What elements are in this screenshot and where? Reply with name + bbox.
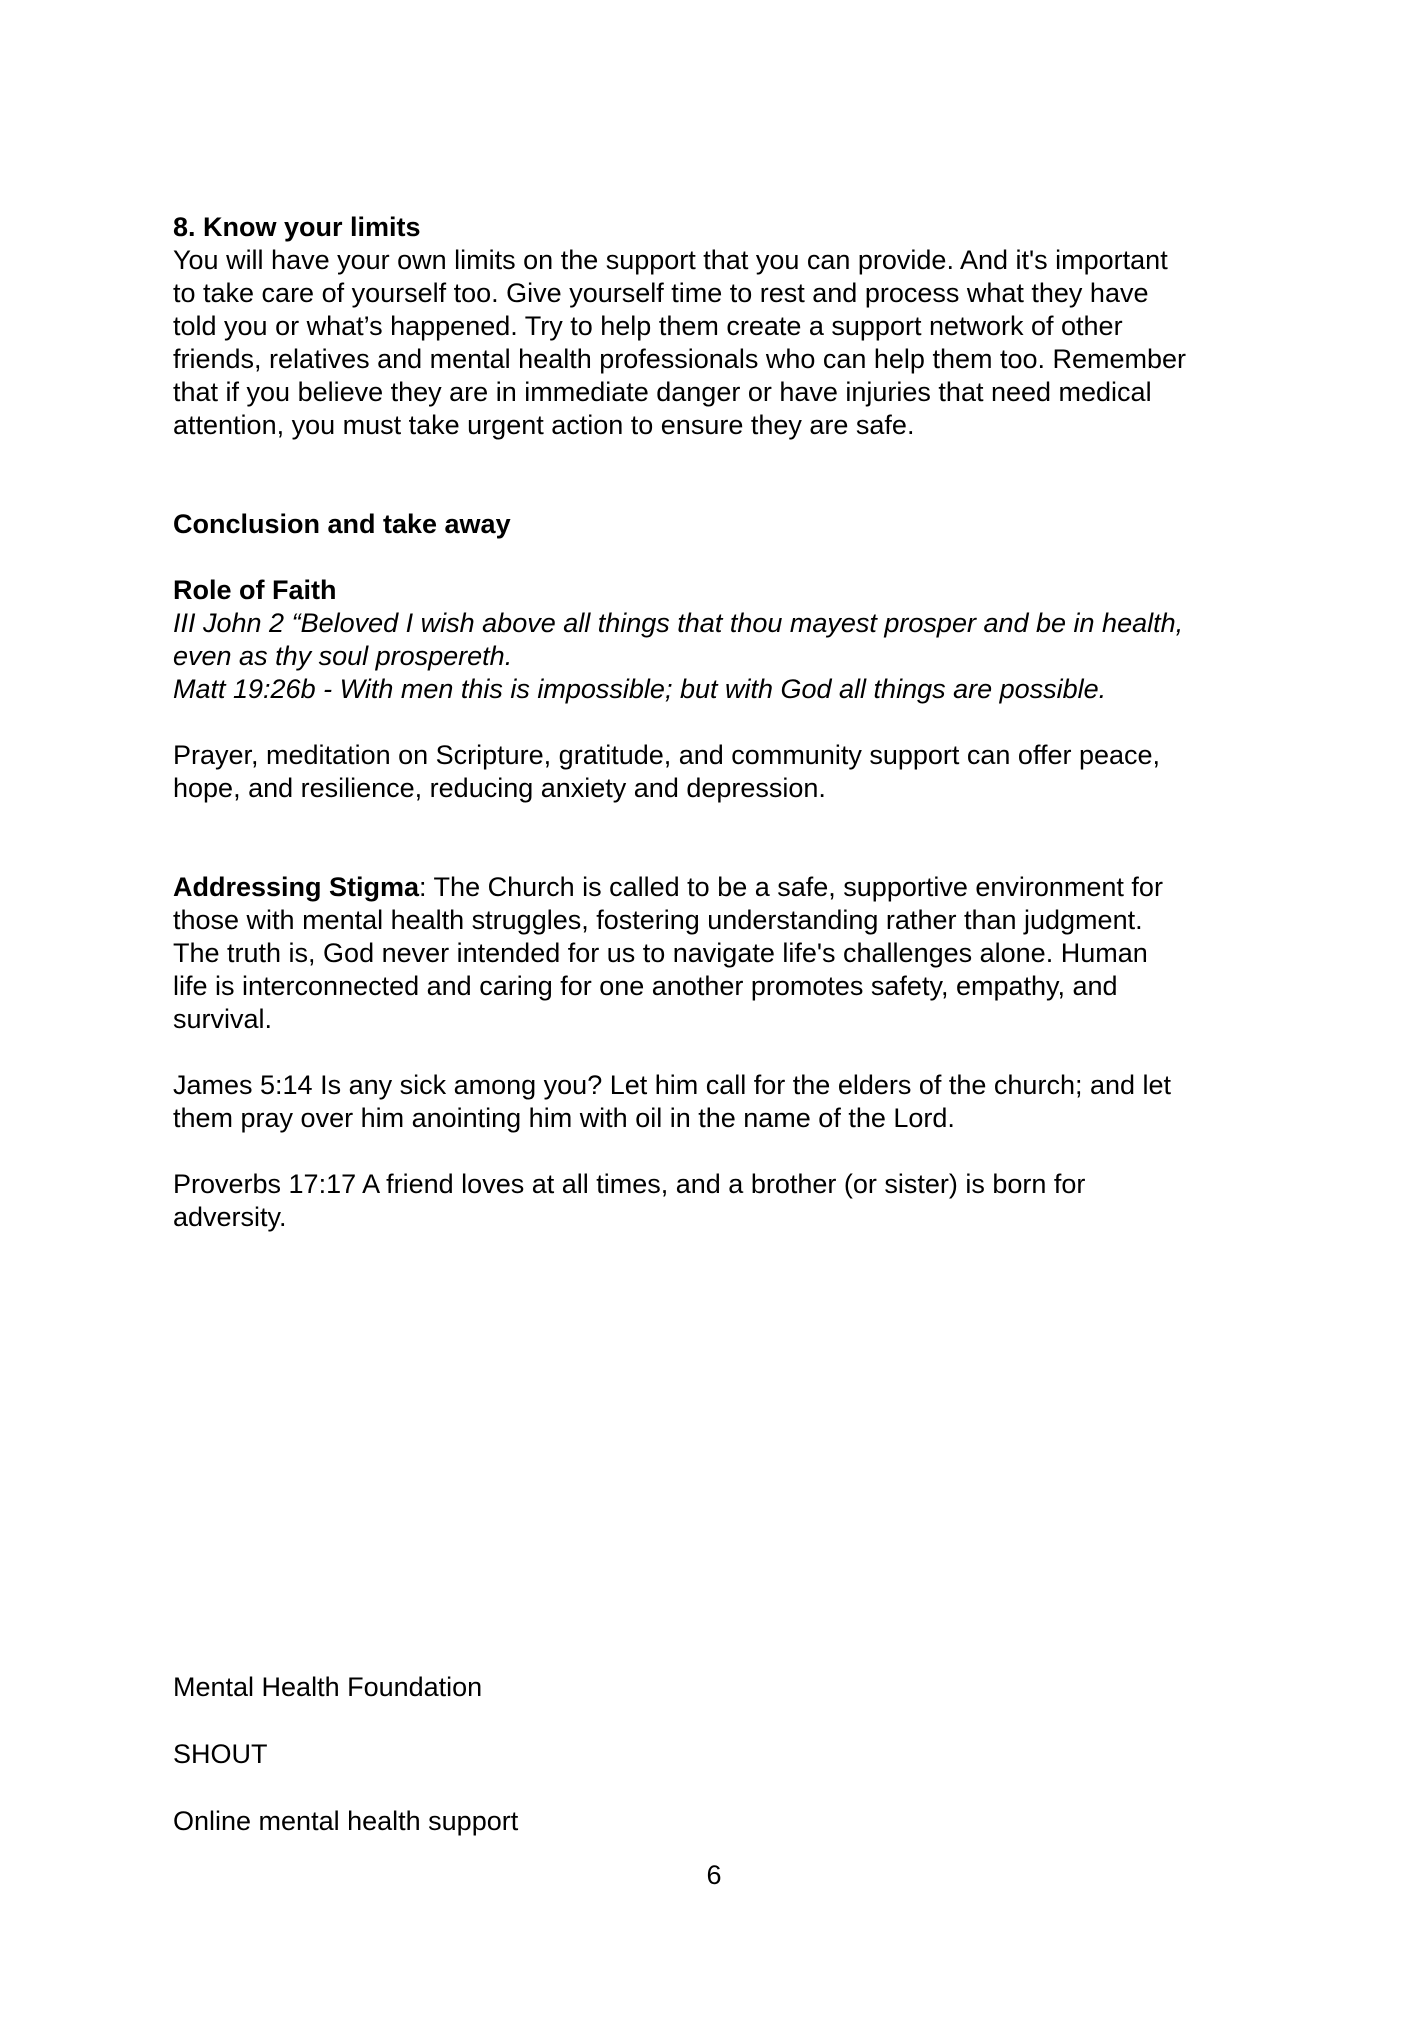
know-your-limits-paragraph [173,244,1273,442]
faith-paragraph [173,739,1273,805]
section-heading-know-your-limits: 8. Know your limits [173,212,421,242]
spacer [173,805,1273,871]
resource-item: Mental Health Foundation [173,1672,483,1702]
verse-line: even as thy soul prospereth. [173,641,513,671]
paragraph-line: those with mental health struggles, fostering understanding rather than judgment. [173,905,1143,935]
verse-line: Matt 19:26b - With men this is impossible; but with God all things are possible. [173,674,1107,704]
paragraph-line: Proverbs 17:17 A friend loves at all times, and a brother (or sister) is born for [173,1169,1086,1199]
addressing-stigma-label: Addressing Stigma [173,872,420,902]
resources-list [173,1671,1173,1872]
paragraph-line: life is interconnected and caring for one another promotes safety, empathy, and [173,971,1118,1001]
paragraph-line: You will have your own limits on the support that you can provide. And it's important [173,245,1168,275]
paragraph-line: James 5:14 Is any sick among you? Let him call for the elders of the church; and let [173,1070,1172,1100]
spacer [173,541,1273,574]
paragraph-line: Prayer, meditation on Scripture, gratitude, and community support can offer peace, [173,740,1161,770]
spacer [173,1135,1273,1168]
verse-line: III John 2 “Beloved I wish above all things that thou mayest prosper and be in health, [173,608,1184,638]
resource-item: Online mental health support [173,1806,519,1836]
page-content [173,211,1273,1234]
paragraph-line: hope, and resilience, reducing anxiety and depression. [173,773,826,803]
paragraph-line: attention, you must take urgent action to ensure they are safe. [173,410,915,440]
james-paragraph [173,1069,1273,1135]
role-of-faith-heading: Role of Faith [173,575,337,605]
proverbs-paragraph [173,1168,1273,1234]
paragraph-line: them pray over him anointing him with oil in the name of the Lord. [173,1103,955,1133]
paragraph-line: adversity. [173,1202,287,1232]
conclusion-heading: Conclusion and take away [173,509,511,539]
addressing-stigma-text: : The Church is called to be a safe, supportive environment for [419,872,1163,902]
paragraph-line: survival. [173,1004,273,1034]
paragraph-line: told you or what’s happened. Try to help them create a support network of other [173,311,1123,341]
scripture-verses [173,607,1273,706]
addressing-stigma-paragraph [173,871,1273,1036]
spacer [173,442,1273,508]
spacer [173,1036,1273,1069]
paragraph-line: friends, relatives and mental health professionals who can help them too. Remember [173,344,1187,374]
resource-item: SHOUT [173,1739,268,1769]
spacer [173,706,1273,739]
page-number: 6 [706,1860,722,1890]
paragraph-line: The truth is, God never intended for us to navigate life's challenges alone. Human [173,938,1148,968]
paragraph-line [173,871,1273,904]
paragraph-line: to take care of yourself too. Give yourself time to rest and process what they have [173,278,1149,308]
paragraph-line: that if you believe they are in immediate danger or have injuries that need medical [173,377,1152,407]
